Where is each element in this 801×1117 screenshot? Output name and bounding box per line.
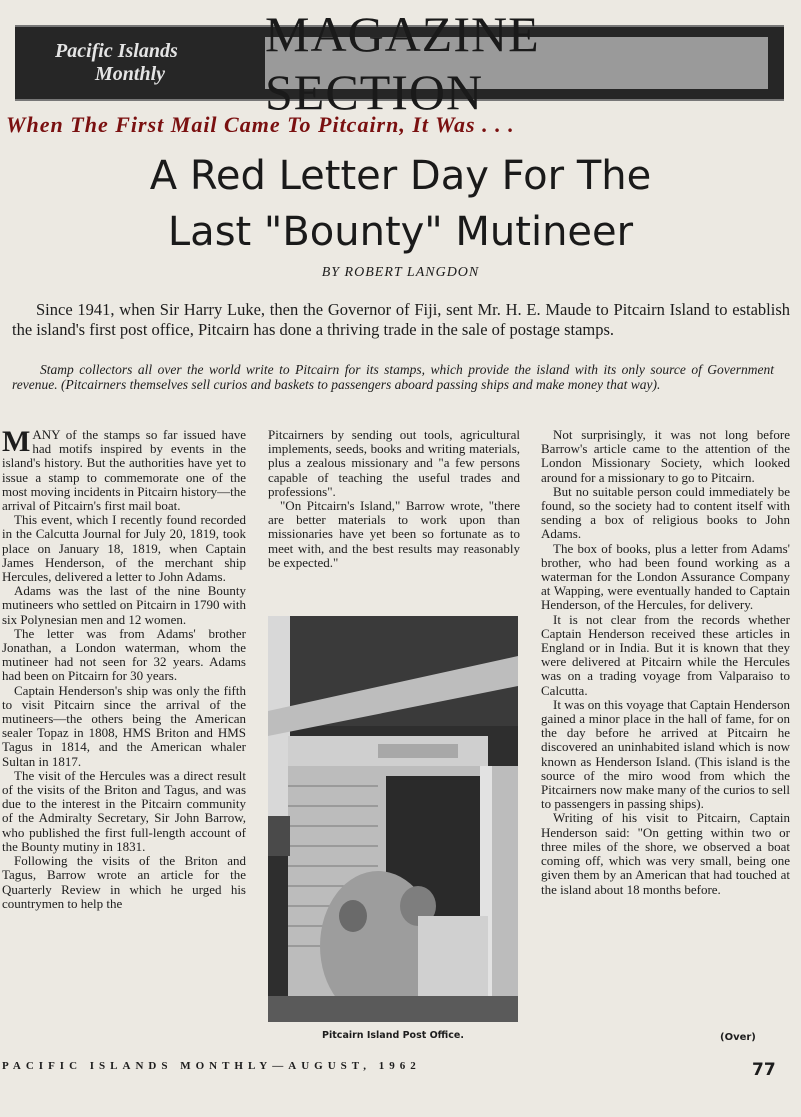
column-1-paragraph: Captain Henderson's ship was only the fifth to visit Pitcairn since the arrival of the mutineers—the others being the American sealer Topaz in 1808, HMS Briton and HMS Tagus in 1814, and the American whaler Sultan in 1817.: [2, 682, 246, 769]
column-3-paragraph: It is not clear from the records whether Captain Henderson received these articles in England or in India. But it is known that they were delivered at Pitcairn while the Hercules was on a trading voyage from Valparaiso to Calcutta.: [541, 611, 790, 698]
column-3-paragraph: But no suitable person could immediately be found, so the society had to content itself with sending a box of religious books to John Adams.: [541, 483, 790, 542]
lede-paragraph: Since 1941, when Sir Harry Luke, then the Governor of Fiji, sent Mr. H. E. Maude to Pitcairn Island to establish the island's first post office, Pitcairn has done a thriving trade in the sale of postage stamps.: [12, 300, 790, 339]
headline-line-1: A Red Letter Day For The: [149, 153, 652, 199]
column-1-paragraph: Following the visits of the Briton and Tagus, Barrow wrote an article for the Quarterly Review in which he urged his countrymen to help the: [2, 853, 246, 911]
column-1: [2, 425, 246, 911]
column-2: [268, 428, 520, 570]
post-office-photo-image: [268, 616, 518, 1022]
column-1-paragraph: MANY of the stamps so far issued have had motifs inspired by events in the island's history. But the authorities have yet to issue a stamp to commemorate one of the most moving incidents in Pitcairn history—the arrival of Pitcairn's first mail boat.: [2, 425, 246, 514]
intro-paragraph: Stamp collectors all over the world write to Pitcairn for its stamps, which provide the island with its only source of Government revenue. (Pitcairners themselves sell curios and baskets to passengers aboard passing ships and make money that way).: [12, 362, 774, 392]
column-3-paragraph: The box of books, plus a letter from Adams' brother, who had been found working as a waterman for the London Assurance Company at Wapping, were eventually handed to Captain Henderson, of the Hercules, for delivery.: [541, 540, 790, 613]
section-title: MAGAZINE SECTION: [265, 37, 768, 89]
page-number: 77: [752, 1060, 776, 1080]
masthead: [15, 6, 784, 120]
column-1-paragraph: This event, which I recently found recorded in the Calcutta Journal for July 20, 1819, took place on January 18, 1819, when Captain James Henderson, of the merchant ship Hercules, delivered a letter to John Adams.: [2, 512, 246, 585]
drop-cap: M: [2, 425, 31, 458]
photo-caption: Pitcairn Island Post Office.: [322, 1030, 464, 1041]
column-3-paragraph: It was on this voyage that Captain Henderson gained a minor place in the hall of fame, for on the day before he arrived at Pitcairn he discovered an uninhabited island which is now known as Henderson Island. (This island is the source of the miro wood from which the Pitcairners now make many of the curios to sell to passengers in passing ships).: [541, 696, 790, 812]
column-3: [541, 428, 790, 897]
headline: [0, 148, 801, 260]
column-3-paragraph: Not surprisingly, it was not long before Barrow's article came to the attention of the London Missionary Society, which looked around for a missionary to go to Pitcairn.: [541, 427, 790, 485]
brand-line-2: Monthly: [95, 63, 166, 85]
column-1-paragraph: The letter was from Adams' brother Jonathan, a London waterman, whom the mutineer had not seen for 32 years. Adams had been on Pitcairn for 30 years.: [2, 625, 246, 684]
column-2-paragraph: Pitcairners by sending out tools, agricultural implements, seeds, books and writing materials, plus a zealous missionary and "a few persons capable of teaching the useful trades and professions".: [268, 427, 520, 499]
column-3-paragraph: Writing of his visit to Pitcairn, Captain Henderson said: "On getting within two or three miles of the shore, we observed a boat coming off, which was very small, being one given them by an American that had touched at the island about 18 months before.: [541, 810, 790, 897]
brand-line-1: Pacific Islands: [55, 40, 178, 62]
brand-logo: [15, 27, 265, 99]
page-footer: PACIFIC ISLANDS MONTHLY—AUGUST, 1962: [2, 1060, 421, 1072]
column-1-paragraph: The visit of the Hercules was a direct result of the visits of the Briton and Tagus, and was due to the interest in the Pitcairn community of the Admiralty Secretary, Sir John Barrow, who published the first full-length account of the Bounty mutiny in 1831.: [2, 767, 246, 854]
headline-line-2: Last "Bounty" Mutineer: [167, 209, 634, 255]
continued-label: (Over): [720, 1032, 756, 1043]
column-2-paragraph: "On Pitcairn's Island," Barrow wrote, "there are better materials to work upon than missionaries have yet been so fortunate as to meet with, and the best results may reasonably be expected.": [268, 498, 520, 570]
byline: BY ROBERT LANGDON: [321, 265, 480, 280]
column-1-paragraph: Adams was the last of the nine Bounty mutineers who settled on Pitcairn in 1790 with six Polynesian men and 12 women.: [2, 583, 246, 627]
post-office-photo: [268, 616, 518, 1022]
kicker: When The First Mail Came To Pitcairn, It Was . . .: [6, 112, 515, 137]
